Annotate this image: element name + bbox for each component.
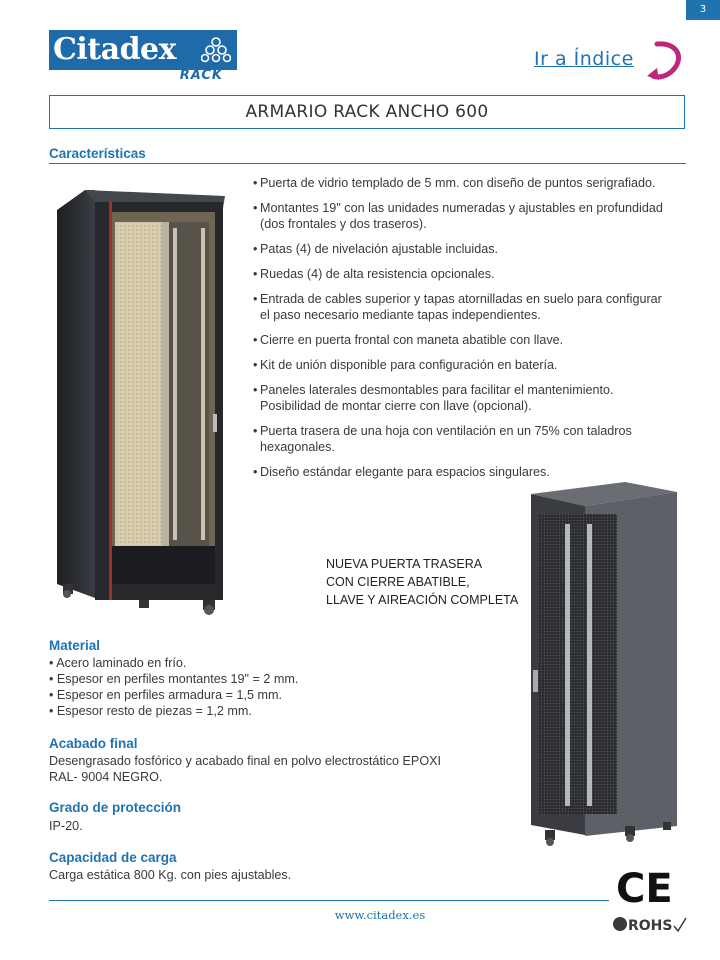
rear-door-caption: NUEVA PUERTA TRASERA CON CIERRE ABATIBLE, LLAVE Y AIREACIÓN COMPLETA bbox=[326, 557, 519, 607]
logo-sub: RACK bbox=[179, 68, 223, 83]
feature-item: • Patas (4) de nivelación ajustable incluidas. bbox=[253, 241, 693, 257]
footer-url[interactable]: www.citadex.es bbox=[334, 908, 426, 922]
feature-item: • Puerta trasera de una hoja con ventilación en un 75% con taladros hexagonales. bbox=[253, 423, 693, 455]
page-number: 3 bbox=[686, 0, 720, 20]
material-item: • Espesor en perfiles montantes 19" = 2 mm. bbox=[49, 672, 299, 686]
rohs-icon bbox=[612, 914, 687, 934]
rack-cabinet-front-image bbox=[55, 188, 225, 618]
svg-text:ROHS: ROHS bbox=[628, 918, 673, 934]
carga-heading: Capacidad de carga bbox=[49, 850, 177, 865]
acabado-text: Desengrasado fosfórico y acabado final en polvo electrostático EPOXI RAL- 9004 NEGRO. bbox=[49, 754, 442, 784]
feature-item: • Cierre en puerta frontal con maneta abatible con llave. bbox=[253, 332, 693, 348]
citadex-logo bbox=[49, 30, 237, 84]
feature-item: • Entrada de cables superior y tapas atornilladas en suelo para configurar el paso necesario mediante tapas independientes. bbox=[253, 291, 693, 323]
features-heading: Características bbox=[49, 146, 146, 161]
material-item: • Espesor en perfiles armadura = 1,5 mm. bbox=[49, 688, 282, 702]
feature-item: • Diseño estándar elegante para espacios singulares. bbox=[253, 464, 693, 480]
material-list bbox=[49, 655, 298, 719]
material-item: • Acero laminado en frío. bbox=[49, 656, 187, 670]
proteccion-text: IP-20. bbox=[49, 819, 83, 833]
feature-item: • Ruedas (4) de alta resistencia opcionales. bbox=[253, 266, 693, 282]
logo-circles-icon bbox=[201, 36, 231, 64]
footer-rule bbox=[49, 900, 609, 901]
features-list bbox=[253, 175, 693, 489]
feature-item: • Kit de unión disponible para configuración en batería. bbox=[253, 357, 693, 373]
logo-box bbox=[49, 30, 237, 70]
acabado-heading: Acabado final bbox=[49, 736, 138, 751]
material-heading: Material bbox=[49, 638, 101, 653]
feature-item: • Montantes 19" con las unidades numeradas y ajustables en profundidad (dos frontales y dos traseros). bbox=[253, 200, 693, 232]
material-item: • Espesor resto de piezas = 1,2 mm. bbox=[49, 704, 252, 718]
page-title: ARMARIO RACK ANCHO 600 bbox=[49, 95, 685, 129]
carga-text: Carga estática 800 Kg. con pies ajustables. bbox=[49, 868, 292, 882]
index-link[interactable]: Ir a Índice bbox=[534, 48, 634, 70]
features-rule bbox=[49, 163, 686, 164]
feature-item: • Puerta de vidrio templado de 5 mm. con diseño de puntos serigrafiado. bbox=[253, 175, 693, 191]
return-arrow-icon[interactable] bbox=[645, 38, 685, 82]
rack-cabinet-rear-image bbox=[525, 480, 680, 865]
proteccion-heading: Grado de protección bbox=[49, 800, 182, 815]
logo-brand: Citadex bbox=[53, 32, 177, 67]
svg-text:CE: CE bbox=[616, 868, 673, 908]
ce-mark-icon bbox=[616, 868, 678, 908]
feature-item: • Paneles laterales desmontables para facilitar el mantenimiento. Posibilidad de montar cierre con llave (opcional). bbox=[253, 382, 693, 414]
